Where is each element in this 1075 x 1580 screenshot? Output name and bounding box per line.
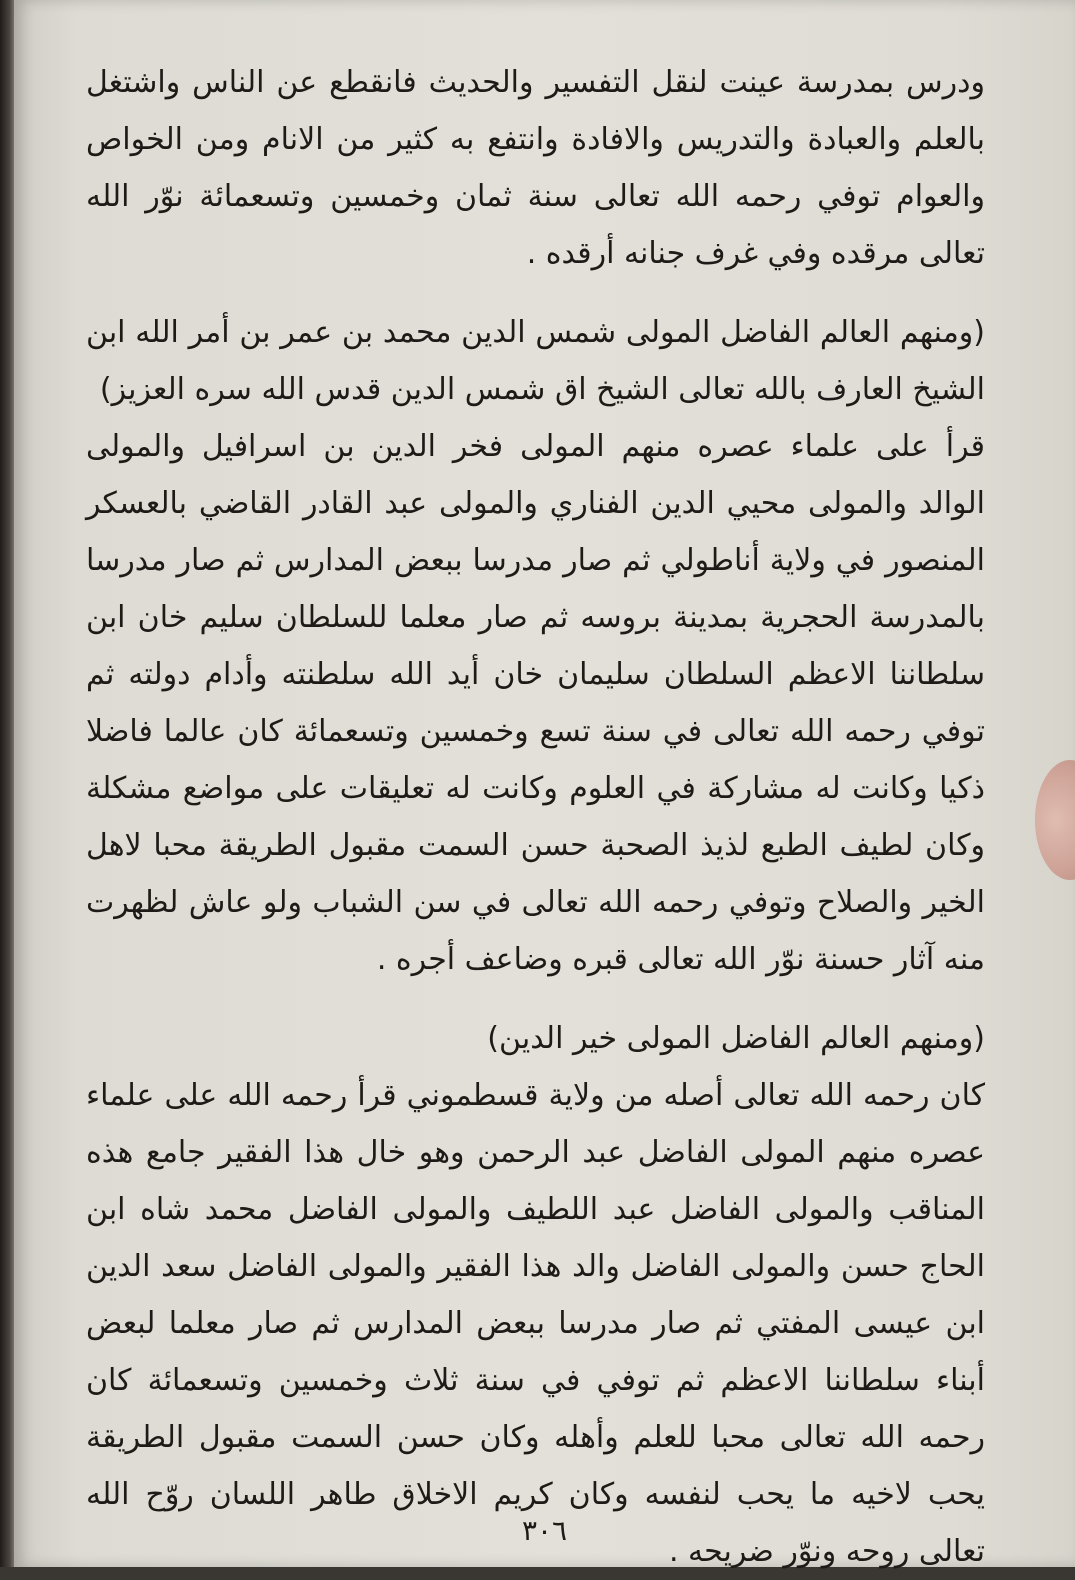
page-text — [86, 54, 985, 1580]
section-body-shams-al-din: قرأ على علماء عصره منهم المولى فخر الدين بن اسرافيل والمولى الوالد والمولى محيي الدين الفناري والمولى عبد القادر القاضي بالعسكر المنصور في ولاية أناطولي ثم صار مدرسا ببعض المدارس ثم صار مدرسا بالمدرسة الحجرية بمدينة بروسه ثم صار معلما للسلطان سليم خان ابن سلطاننا الاعظم السلطان سليمان خان أيد الله سلطنته وأدام دولته ثم توفي رحمه الله تعالى في سنة تسع وخمسين وتسعمائة كان عالما فاضلا ذكيا وكانت له مشاركة في العلوم وكانت له تعليقات على مواضع مشكلة وكان لطيف الطبع لذيذ الصحبة حسن السمت مقبول الطريقة محبا لاهل الخير والصلاح وتوفي رحمه الله تعالى في سن الشباب ولو عاش لظهرت منه آثار حسنة نوّر الله تعالى قبره وضاعف أجره . — [86, 429, 985, 977]
thumb-image — [1035, 760, 1075, 880]
book-page — [14, 0, 1075, 1567]
section-heading-khayr-al-din: (ومنهم العالم الفاضل المولى خير الدين) — [487, 1021, 985, 1056]
page-number: ٣٠٦ — [521, 1514, 568, 1547]
opening-paragraph: ودرس بمدرسة عينت لنقل التفسير والحديث فانقطع عن الناس واشتغل بالعلم والعبادة والتدريس والافادة وانتفع به كثير من الانام ومن الخواص والعوام توفي رحمه الله تعالى سنة ثمان وخمسين وتسعمائة نوّر الله تعالى مرقده وفي غرف جنانه أرقده . — [86, 65, 985, 271]
section-gap — [86, 282, 985, 304]
section-body-khayr-al-din: كان رحمه الله تعالى أصله من ولاية قسطموني قرأ رحمه الله على علماء عصره منهم المولى الفاضل عبد الرحمن وهو خال هذا الفقير جامع هذه المناقب والمولى الفاضل عبد اللطيف والمولى الفاضل محمد شاه ابن الحاج حسن والمولى الفاضل والد هذا الفقير والمولى الفاضل سعد الدين ابن عيسى المفتي ثم صار مدرسا ببعض المدارس ثم صار معلما لبعض أبناء سلطاننا الاعظم ثم توفي في سنة ثلاث وخمسين وتسعمائة كان رحمه الله تعالى محبا للعلم وأهله وكان حسن السمت مقبول الطريقة يحب لاخيه ما يحب لنفسه وكان كريم الاخلاق طاهر اللسان روّح الله تعالى روحه ونوّر ضريحه . — [86, 1078, 985, 1569]
section-heading-shams-al-din: (ومنهم العالم الفاضل المولى شمس الدين محمد بن عمر بن أمر الله ابن الشيخ العارف بالله تعالى الشيخ اق شمس الدين قدس الله سره العزيز) — [86, 315, 985, 407]
section-gap — [86, 988, 985, 1010]
